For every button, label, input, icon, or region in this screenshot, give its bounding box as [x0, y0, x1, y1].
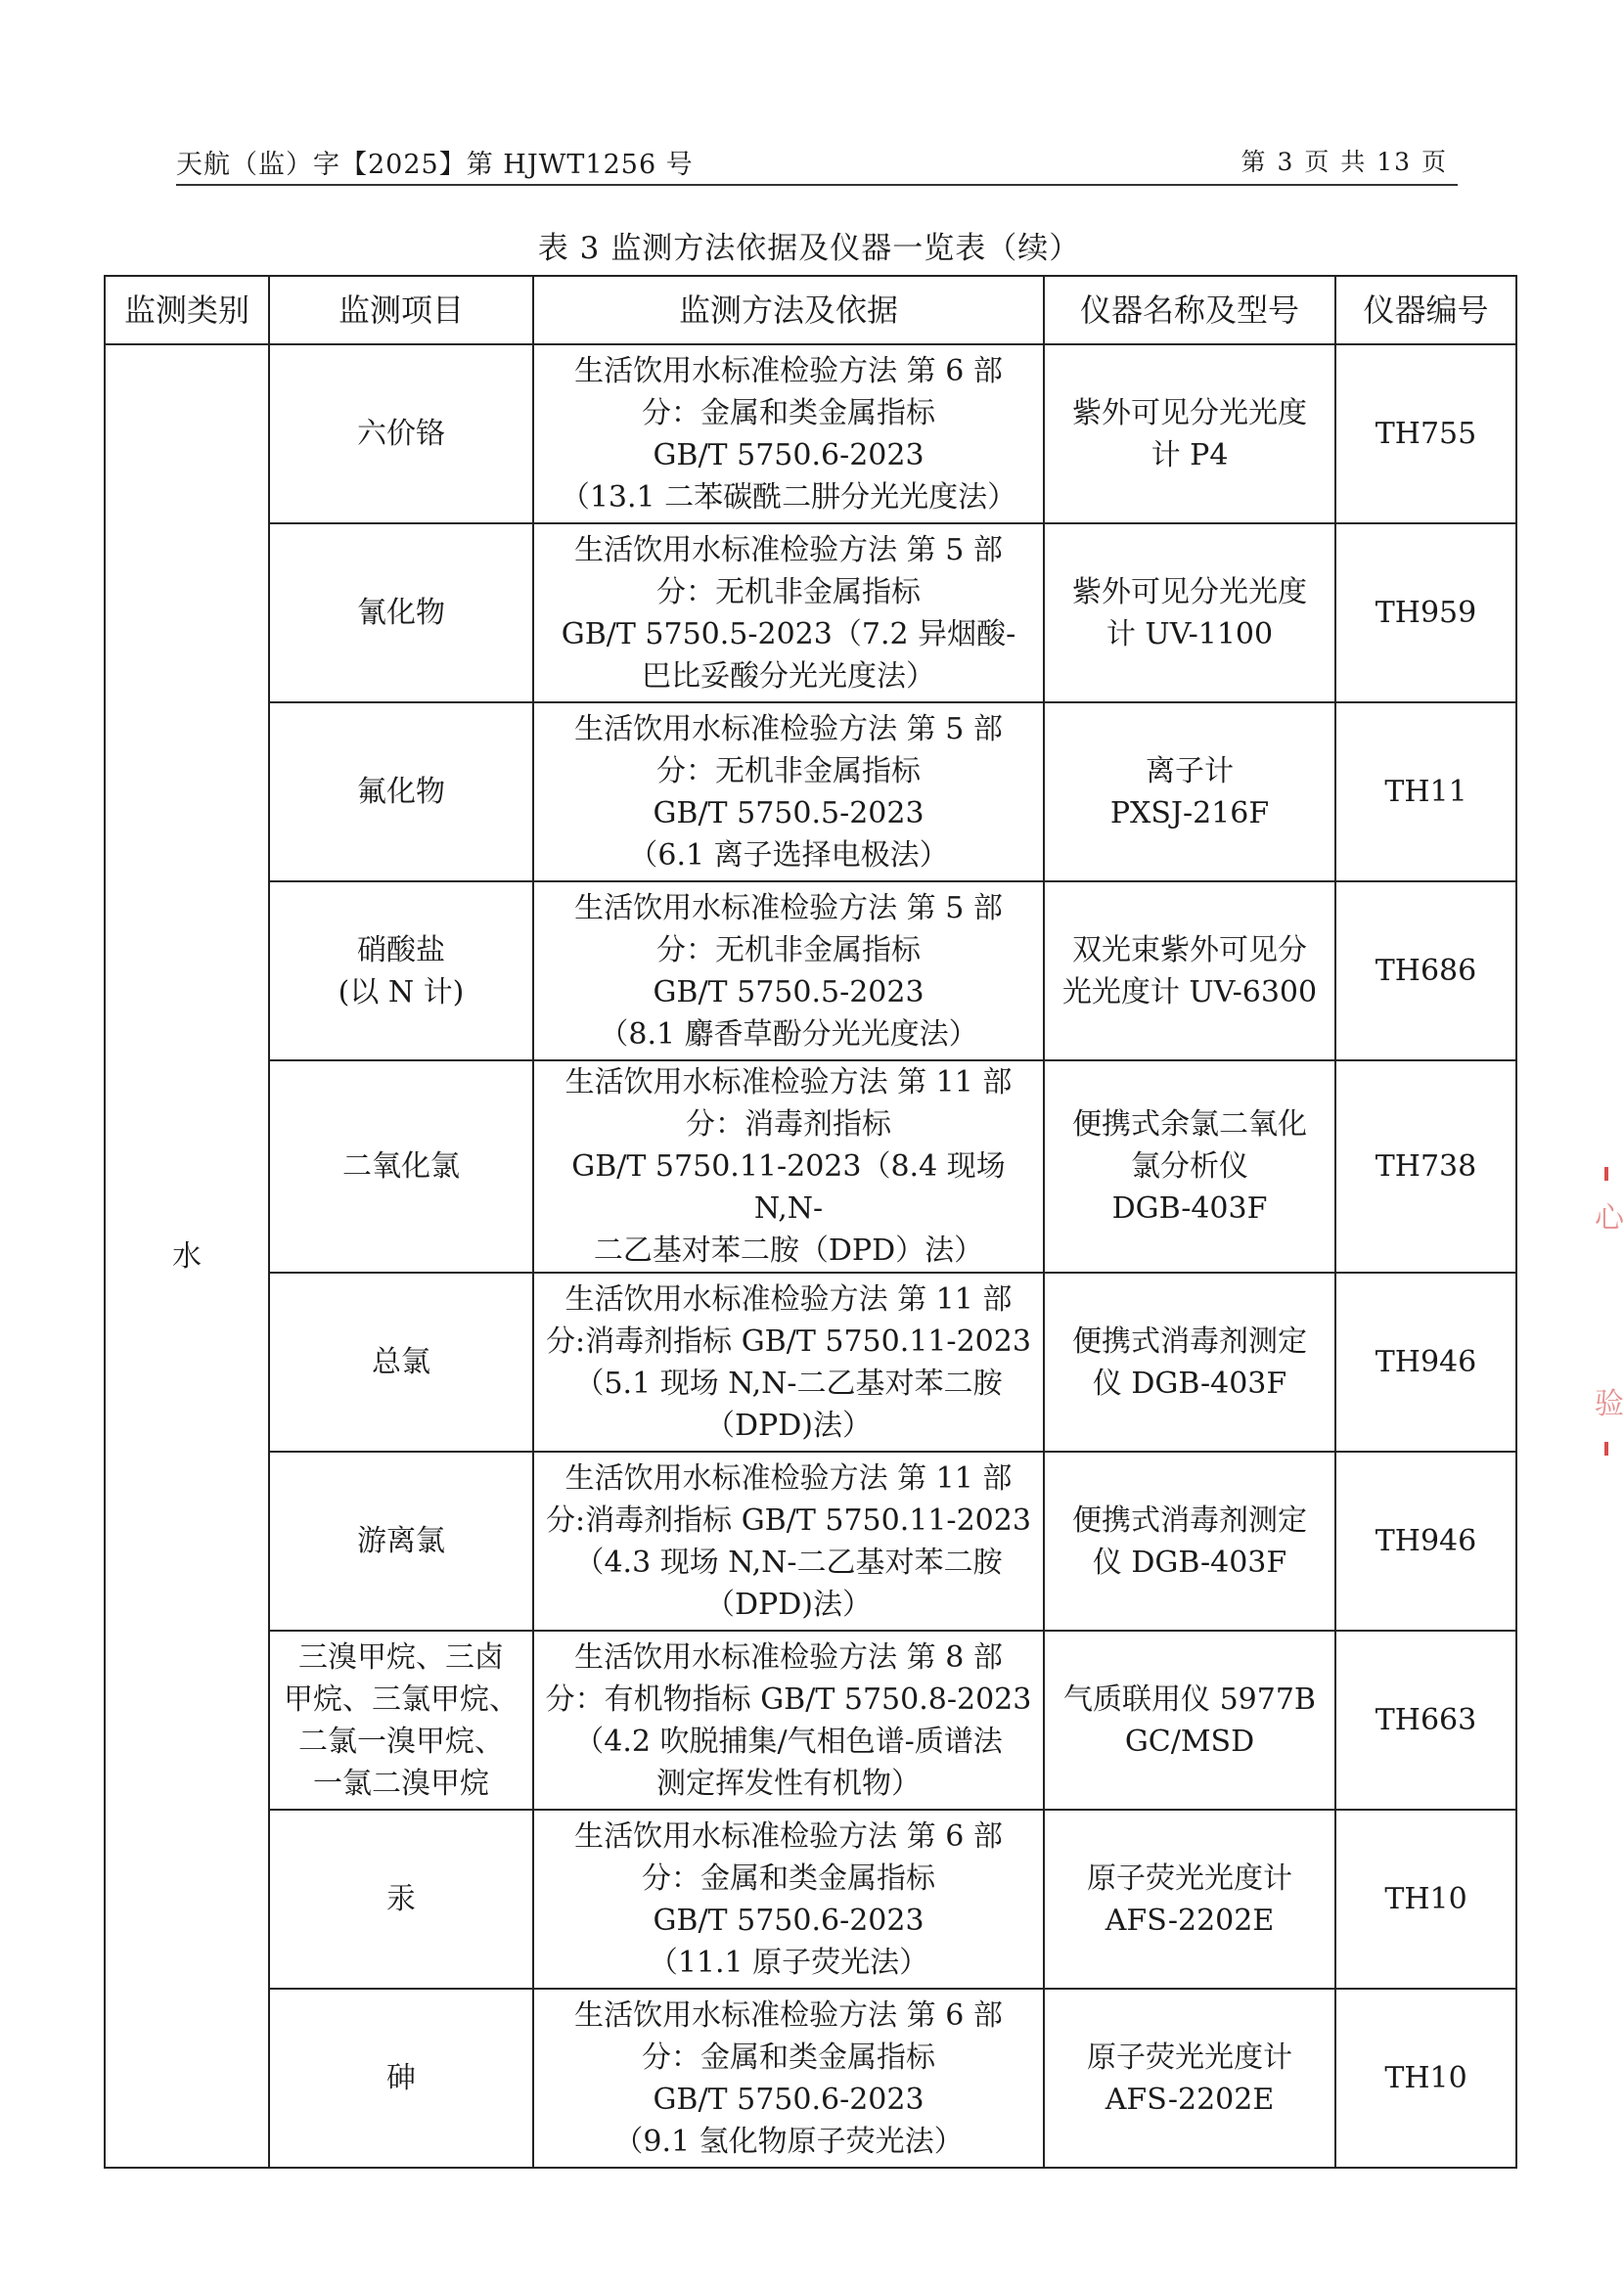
instrument-cell-line: 原子荧光光度计: [1087, 2040, 1292, 2075]
item-cell: [269, 1273, 533, 1452]
instrument-cell-line: 便携式余氯二氧化: [1072, 1107, 1307, 1142]
table-caption: 表 3 监测方法依据及仪器一览表（续）: [537, 231, 1081, 266]
item-cell-line: 二氯一溴甲烷、: [298, 1724, 504, 1759]
column-header-instrument: 仪器名称及型号: [1044, 276, 1335, 344]
method-cell-line: 测定挥发性有机物）: [656, 1766, 921, 1801]
instrument-cell-line: AFS-2202E: [1105, 2082, 1275, 2117]
instrument-cell-line: PXSJ-216F: [1109, 795, 1270, 830]
table-row: [105, 881, 1516, 1060]
method-cell-line: 分：金属和类金属指标: [642, 395, 935, 430]
method-cell-line: 生活饮用水标准检验方法 第 5 部: [574, 711, 1003, 746]
method-cell-line: 生活饮用水标准检验方法 第 5 部: [574, 532, 1003, 567]
table-row: [105, 1273, 1516, 1452]
instrument-cell-line: 离子计: [1146, 753, 1234, 788]
instrument-cell-line: 便携式消毒剂测定: [1072, 1323, 1307, 1359]
instrument-cell: [1044, 1810, 1335, 1989]
method-cell-line: （DPD)法）: [705, 1587, 872, 1622]
instrument-cell: [1044, 523, 1335, 702]
method-cell-line: 生活饮用水标准检验方法 第 6 部: [574, 1997, 1003, 2033]
code-cell: TH738: [1335, 1060, 1516, 1273]
method-cell-line: 生活饮用水标准检验方法 第 6 部: [574, 1818, 1003, 1854]
code-cell: TH663: [1335, 1631, 1516, 1810]
instrument-cell: [1044, 702, 1335, 881]
item-cell: [269, 881, 533, 1060]
code-cell: TH686: [1335, 881, 1516, 1060]
instrument-cell: [1044, 1631, 1335, 1810]
item-cell-line: 二氧化氯: [342, 1149, 460, 1184]
instrument-cell-line: 光光度计 UV-6300: [1061, 974, 1318, 1009]
method-cell-line: GB/T 5750.6-2023: [653, 1903, 925, 1938]
item-cell-line: 游离氯: [357, 1524, 445, 1558]
table-row: [105, 1631, 1516, 1810]
table-header-row: [105, 276, 1516, 344]
instrument-cell: [1044, 1989, 1335, 2168]
instrument-cell-line: GC/MSD: [1124, 1724, 1255, 1759]
method-cell-line: （6.1 离子选择电极法）: [628, 837, 949, 873]
method-cell-line: （13.1 二苯碳酰二肼分光光度法）: [560, 479, 1017, 515]
code-cell: TH946: [1335, 1273, 1516, 1452]
table-row: [105, 523, 1516, 702]
method-cell-line: GB/T 5750.5-2023: [653, 974, 925, 1009]
instrument-cell: [1044, 1273, 1335, 1452]
column-header-code: 仪器编号: [1335, 276, 1516, 344]
stamp-char-2: 验: [1595, 1387, 1624, 1421]
method-cell-line: 生活饮用水标准检验方法 第 5 部: [574, 890, 1003, 925]
item-cell-line: (以 N 计): [338, 974, 465, 1009]
item-cell-line: 三溴甲烷、三卤: [298, 1639, 504, 1675]
stamp-mark-top: [1604, 1167, 1608, 1181]
stamp-mark-bottom: [1604, 1442, 1608, 1456]
table-row: [105, 1060, 1516, 1273]
item-cell: [269, 1989, 533, 2168]
method-cell: [533, 1273, 1044, 1452]
method-cell-line: GB/T 5750.5-2023: [653, 795, 925, 830]
instrument-cell-line: 仪 DGB-403F: [1092, 1366, 1287, 1401]
method-cell-line: GB/T 5750.5-2023（7.2 异烟酸-: [561, 616, 1016, 651]
code-cell: TH11: [1335, 702, 1516, 881]
method-cell-line: 分：无机非金属指标: [656, 574, 921, 609]
method-cell: [533, 1452, 1044, 1631]
item-cell-line: 氰化物: [357, 596, 445, 630]
item-cell-line: 总氯: [372, 1345, 430, 1379]
method-cell-line: 分：无机非金属指标: [656, 932, 921, 967]
method-cell-line: 生活饮用水标准检验方法 第 11 部: [564, 1460, 1013, 1496]
item-cell: [269, 344, 533, 523]
instrument-cell: [1044, 881, 1335, 1060]
item-cell-line: 六价铬: [357, 417, 445, 451]
instrument-cell-line: 紫外可见分光光度: [1072, 574, 1307, 609]
instrument-cell-line: 便携式消毒剂测定: [1072, 1503, 1307, 1538]
code-cell: TH10: [1335, 1810, 1516, 1989]
method-cell-line: 二乙基对苯二胺（DPD）法）: [593, 1234, 984, 1268]
method-cell: [533, 1989, 1044, 2168]
table-row: [105, 702, 1516, 881]
instrument-cell-line: DGB-403F: [1111, 1191, 1268, 1226]
method-cell: [533, 344, 1044, 523]
item-cell: [269, 702, 533, 881]
method-cell-line: GB/T 5750.6-2023: [653, 2082, 925, 2117]
method-cell-line: 生活饮用水标准检验方法 第 11 部: [564, 1065, 1013, 1099]
item-cell: [269, 523, 533, 702]
instrument-cell: [1044, 1060, 1335, 1273]
method-cell-line: 生活饮用水标准检验方法 第 11 部: [564, 1281, 1013, 1317]
item-cell: [269, 1060, 533, 1273]
method-cell-line: （DPD)法）: [705, 1408, 872, 1443]
item-cell: [269, 1452, 533, 1631]
instrument-cell-line: 双光束紫外可见分: [1072, 932, 1307, 967]
instrument-cell-line: 紫外可见分光光度: [1072, 395, 1307, 430]
page-indicator: 第 3 页 共 13 页: [1241, 148, 1448, 176]
stamp-char-1: 心: [1595, 1201, 1624, 1235]
item-cell: [269, 1810, 533, 1989]
code-cell: TH755: [1335, 344, 1516, 523]
method-cell-line: （11.1 原子荧光法）: [648, 1945, 929, 1980]
method-cell-line: （4.2 吹脱捕集/气相色谱-质谱法: [574, 1724, 1003, 1759]
instrument-cell-line: 计 P4: [1150, 437, 1229, 472]
method-cell: [533, 1060, 1044, 1273]
code-cell: TH959: [1335, 523, 1516, 702]
method-cell-line: 分：金属和类金属指标: [642, 2040, 935, 2075]
item-cell-line: 硝酸盐: [357, 932, 445, 967]
method-cell: [533, 881, 1044, 1060]
column-header-item: 监测项目: [269, 276, 533, 344]
item-cell-line: 甲烷、三氯甲烷、: [284, 1682, 519, 1717]
item-cell-line: 氟化物: [357, 775, 445, 809]
method-cell-line: 分：有机物指标 GB/T 5750.8-2023: [545, 1682, 1032, 1717]
method-cell-line: 巴比妥酸分光光度法）: [642, 658, 935, 694]
table-row: [105, 1989, 1516, 2168]
method-cell-line: （4.3 现场 N,N-二乙基对苯二胺: [574, 1545, 1003, 1580]
code-cell: TH10: [1335, 1989, 1516, 2168]
column-header-category: 监测类别: [105, 276, 269, 344]
instrument-cell: [1044, 344, 1335, 523]
item-cell-line: 砷: [386, 2061, 416, 2095]
item-cell: [269, 1631, 533, 1810]
report-number: 天航（监）字【2025】第 HJWT1256 号: [176, 150, 694, 180]
method-cell-line: （5.1 现场 N,N-二乙基对苯二胺: [574, 1366, 1003, 1401]
table-row: [105, 1810, 1516, 1989]
method-cell-line: GB/T 5750.11-2023（8.4 现场 N,N-: [571, 1149, 1006, 1226]
instrument-cell-line: 原子荧光光度计: [1087, 1861, 1292, 1896]
category-cell: 水: [105, 344, 269, 2168]
method-cell: [533, 1810, 1044, 1989]
method-cell-line: 分:消毒剂指标 GB/T 5750.11-2023: [546, 1503, 1031, 1538]
method-cell: [533, 1631, 1044, 1810]
method-cell-line: 生活饮用水标准检验方法 第 6 部: [574, 353, 1003, 388]
method-cell-line: 生活饮用水标准检验方法 第 8 部: [574, 1639, 1003, 1675]
item-cell-line: 一氯二溴甲烷: [313, 1766, 489, 1801]
table-body: [105, 344, 1516, 2168]
instrument-cell-line: AFS-2202E: [1105, 1903, 1275, 1938]
instrument-cell-line: 计 UV-1100: [1105, 616, 1274, 651]
table-row: [105, 1452, 1516, 1631]
method-cell-line: （8.1 麝香草酚分光光度法）: [599, 1016, 978, 1052]
column-header-method: 监测方法及依据: [533, 276, 1044, 344]
method-cell-line: GB/T 5750.6-2023: [653, 437, 925, 472]
method-cell-line: 分：消毒剂指标: [686, 1107, 891, 1142]
method-cell-line: 分：无机非金属指标: [656, 753, 921, 788]
page-header: [176, 137, 1448, 180]
method-cell-line: 分:消毒剂指标 GB/T 5750.11-2023: [546, 1323, 1031, 1359]
instrument-cell-line: 氯分析仪: [1131, 1149, 1248, 1184]
method-cell-line: 分：金属和类金属指标: [642, 1861, 935, 1896]
methods-table: [104, 275, 1517, 2169]
method-cell-line: （9.1 氢化物原子荧光法）: [613, 2124, 964, 2159]
code-cell: TH946: [1335, 1452, 1516, 1631]
method-cell: [533, 523, 1044, 702]
item-cell-line: 汞: [386, 1882, 416, 1916]
instrument-cell-line: 气质联用仪 5977B: [1063, 1682, 1316, 1717]
table-row: [105, 344, 1516, 523]
instrument-cell: [1044, 1452, 1335, 1631]
instrument-cell-line: 仪 DGB-403F: [1092, 1545, 1287, 1580]
method-cell: [533, 702, 1044, 881]
header-divider: [176, 184, 1458, 186]
